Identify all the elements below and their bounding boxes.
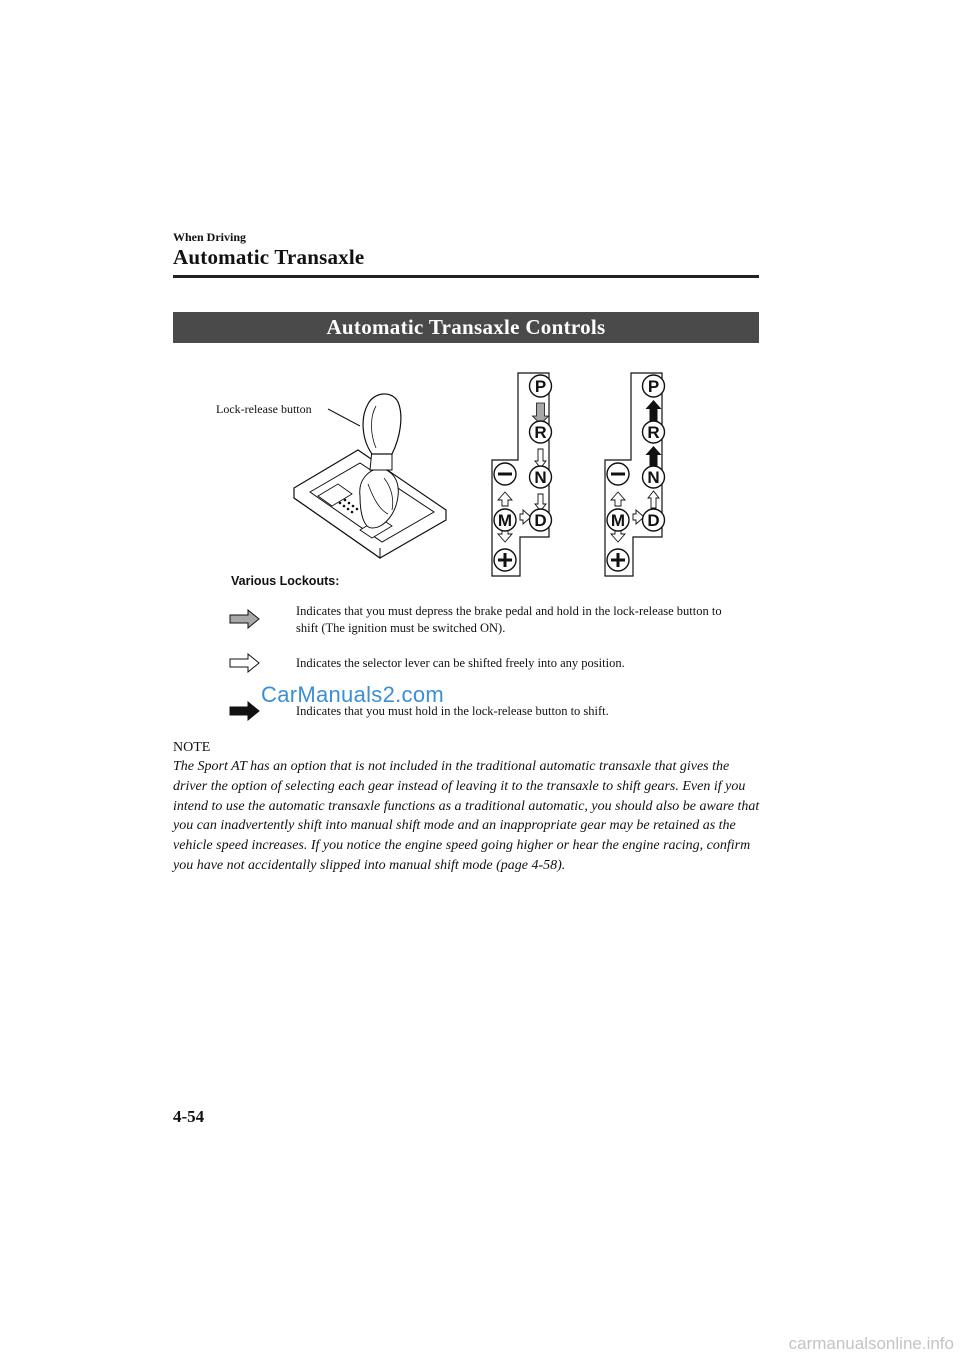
gate-2-m-label: M <box>610 511 626 530</box>
gate-1-m-label: M <box>497 511 513 530</box>
page-number: 4-54 <box>173 1107 205 1126</box>
page-heading: Automatic Transaxle <box>173 245 365 269</box>
lockout-outline-description: Indicates the selector lever can be shifted freely into any position. <box>296 656 625 670</box>
shift-gate-diagram-2 <box>598 370 678 580</box>
gate-1-p-label: P <box>534 377 547 396</box>
gate-2-d-label: D <box>647 511 660 530</box>
note-body: The Sport AT has an option that is not included in the traditional automatic transaxle that gives the driver the option of selecting each gear instead of leaving it to the transaxle to shift gears. Even if you intend to use the automatic transaxle functions as a traditional automatic, you should also be aware that you can inadvertently shift into manual shift mode and an inappropriate gear may be retained as the vehicle speed increases. If you notice the engine speed going higher or hear the engine racing, confirm you have not accidentally slipped into manual shift mode (page 4-58). <box>173 759 760 873</box>
footer-site-mark: carmanualsonline.info <box>788 1334 954 1353</box>
section-label: When Driving <box>173 230 247 244</box>
heading-rule <box>173 275 759 278</box>
lockouts-title: Various Lockouts: <box>231 574 340 588</box>
section-banner: Automatic Transaxle Controls <box>173 312 759 343</box>
shifter-illustration <box>288 388 454 563</box>
lock-release-callout: Lock-release button <box>216 402 312 416</box>
lockout-black-description: Indicates that you must hold in the lock-release button to shift. <box>296 704 609 718</box>
shift-gate-diagram-1 <box>485 370 565 580</box>
gate-2-r-label: R <box>647 423 660 442</box>
gate-2-p-label: P <box>647 377 660 396</box>
gate-1-n-label: N <box>534 468 547 487</box>
watermark-logo: CarManuals2.com <box>261 682 445 707</box>
outline-arrow-icon <box>229 653 261 673</box>
lockout-gray-description: Indicates that you must depress the brake pedal and hold in the lock-release button to shift (The ignition must be switched ON). <box>296 604 722 635</box>
gate-2-n-label: N <box>647 468 660 487</box>
note-title: NOTE <box>173 740 211 755</box>
gate-1-r-label: R <box>534 423 547 442</box>
black-arrow-icon <box>229 701 261 721</box>
gate-1-d-label: D <box>534 511 547 530</box>
gray-arrow-icon <box>229 609 261 629</box>
